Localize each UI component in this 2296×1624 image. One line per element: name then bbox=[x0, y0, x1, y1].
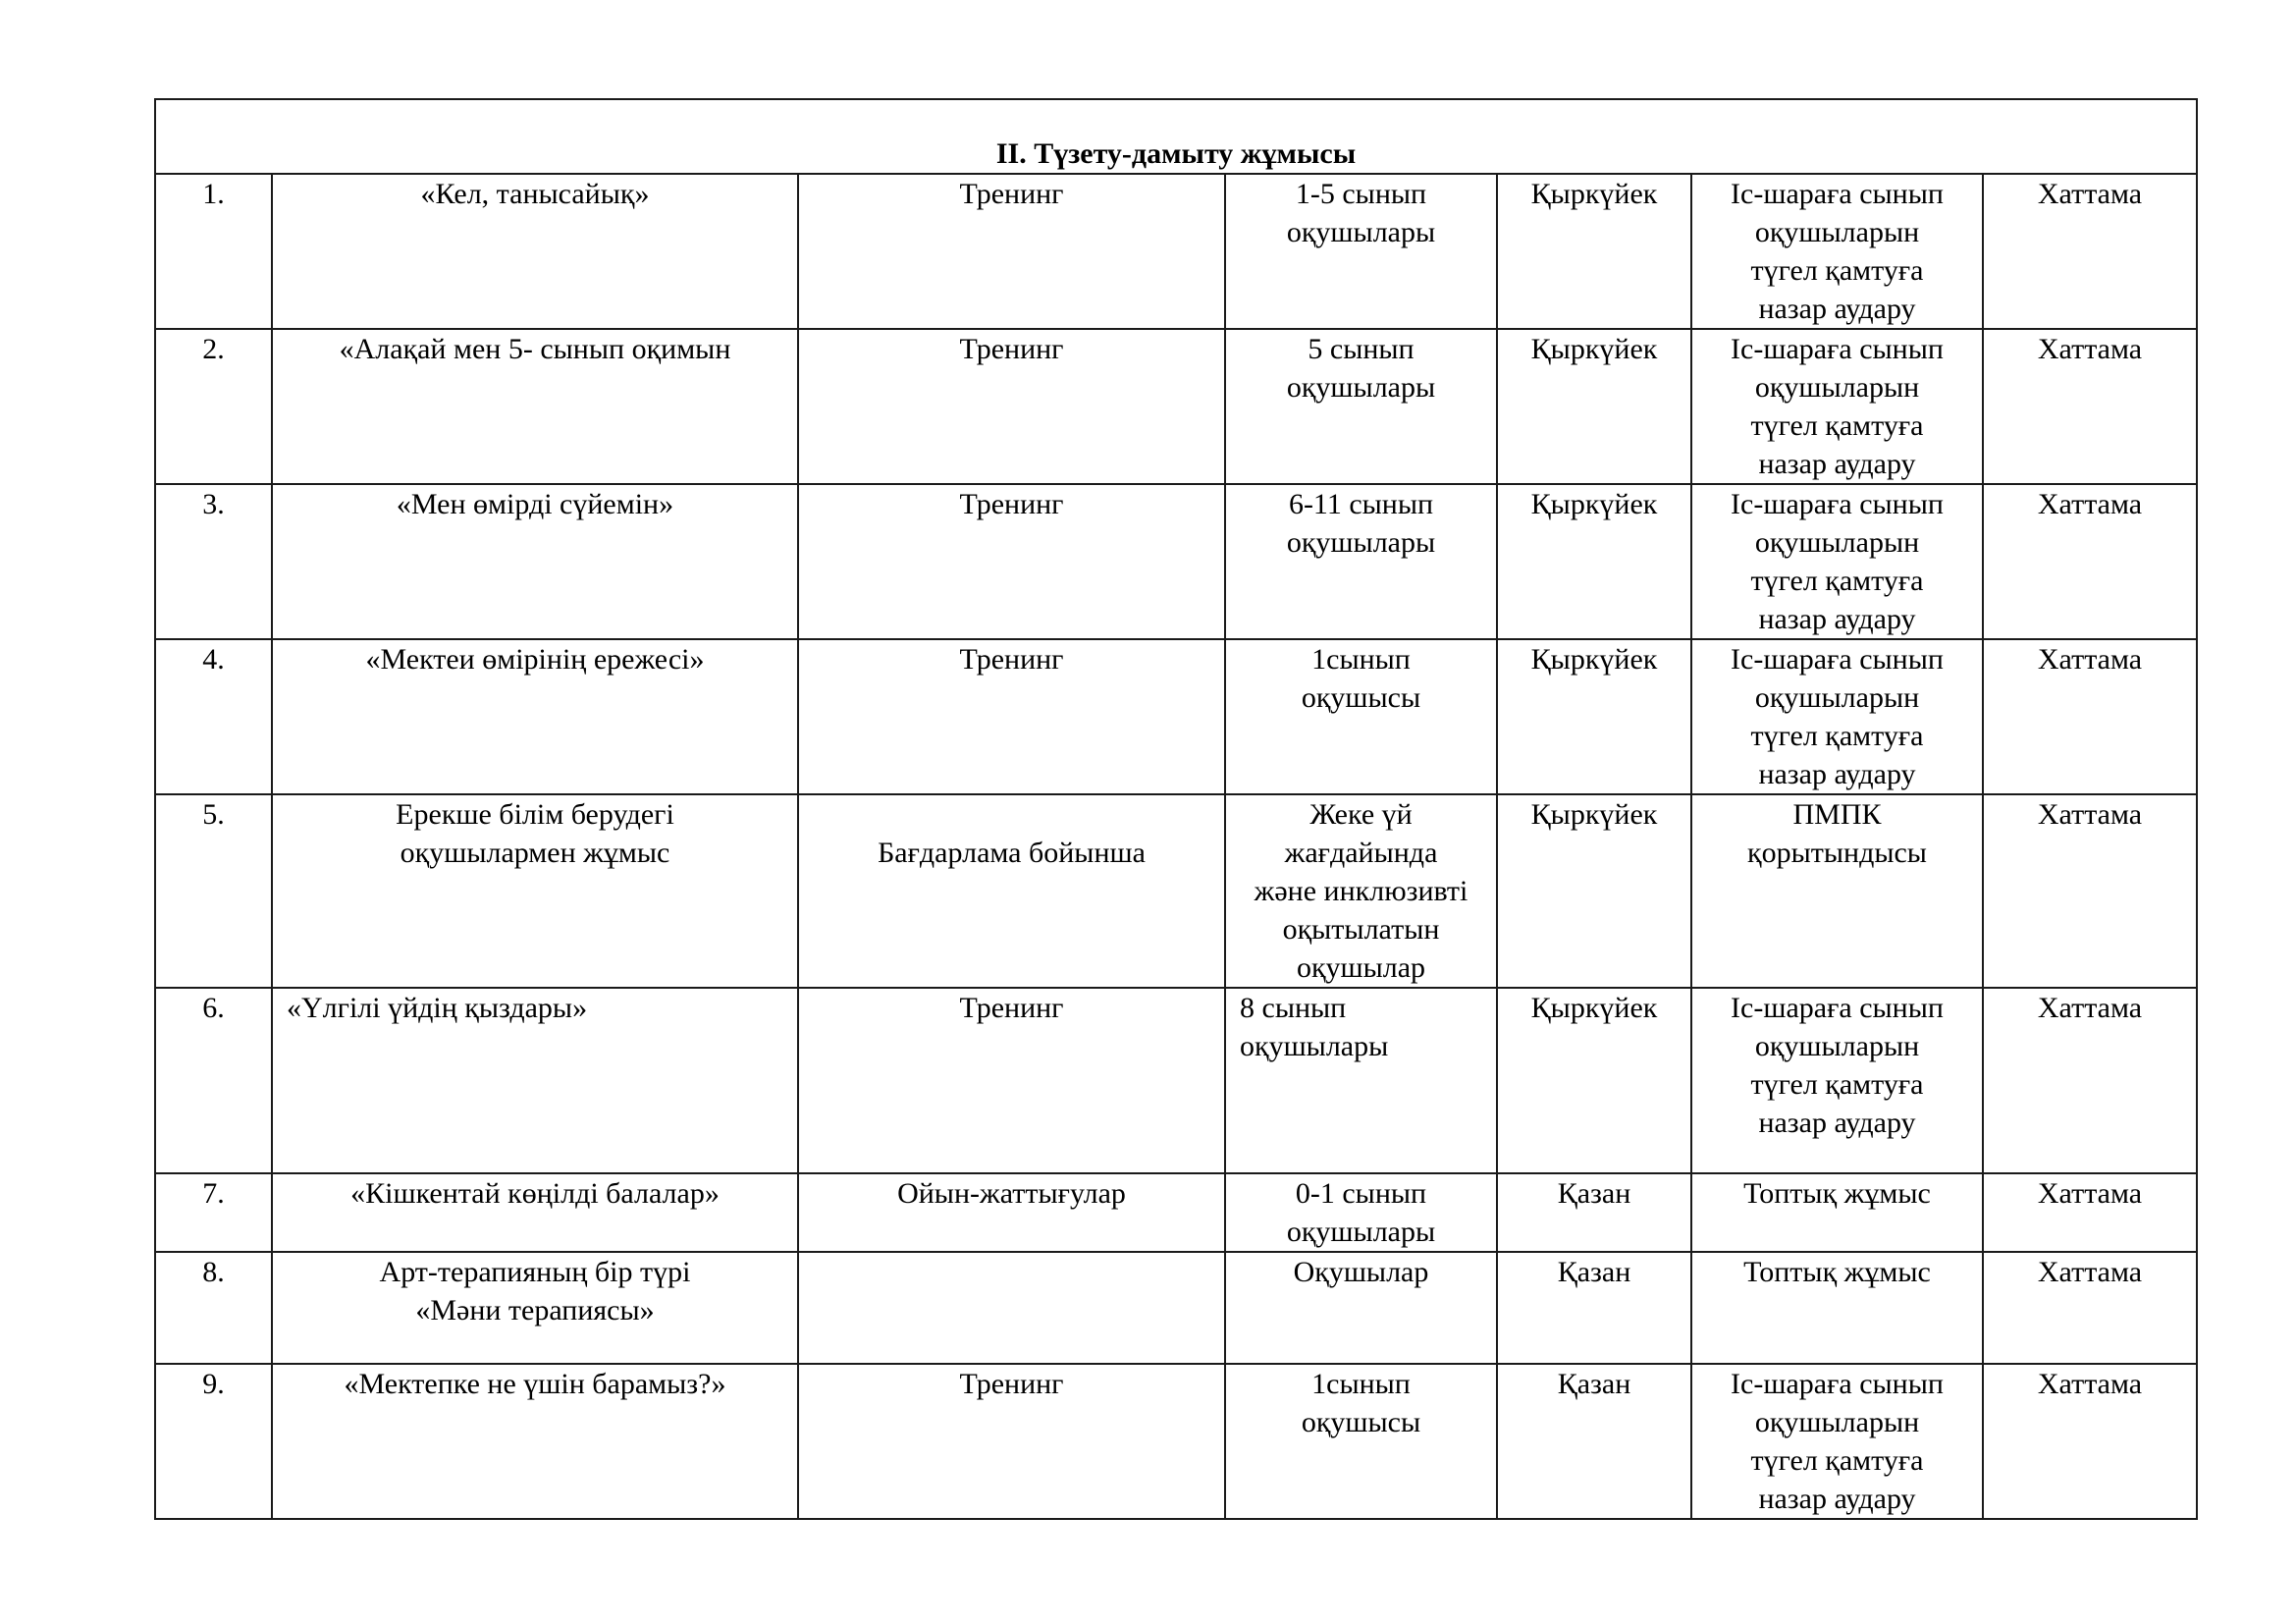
cell-text: назар аудару bbox=[1758, 603, 1916, 635]
cell-text: Топтық жұмыс bbox=[1743, 1256, 1931, 1288]
cell-text: оқушыларын bbox=[1754, 216, 1920, 248]
cell-text: Тренинг bbox=[959, 643, 1064, 676]
cell-text: Оқушылар bbox=[1293, 1256, 1429, 1288]
cell-text: Іс-шараға сынып bbox=[1731, 178, 1944, 210]
cell-result bbox=[1983, 329, 2197, 484]
row-number: 5. bbox=[202, 798, 225, 831]
cell-result bbox=[1983, 988, 2197, 1173]
cell-text: Қазан bbox=[1557, 1177, 1631, 1210]
table-row bbox=[155, 1364, 2197, 1519]
cell-text: Хаттама bbox=[2037, 488, 2143, 520]
cell-num bbox=[155, 174, 272, 329]
cell-text: Хаттама bbox=[2037, 1368, 2143, 1400]
cell-num bbox=[155, 794, 272, 988]
cell-name bbox=[272, 484, 798, 639]
cell-date bbox=[1497, 1173, 1691, 1252]
cell-text: оқушыларын bbox=[1754, 371, 1920, 404]
cell-text: ПМПК bbox=[1792, 798, 1882, 831]
cell-date bbox=[1497, 988, 1691, 1173]
cell-text: «Кел, танысайық» bbox=[420, 178, 650, 210]
cell-text: Топтық жұмыс bbox=[1743, 1177, 1931, 1210]
cell-text: «Кішкентай көңілді балалар» bbox=[350, 1177, 720, 1210]
cell-text: Іс-шараға сынып bbox=[1731, 992, 1944, 1024]
cell-form bbox=[798, 1252, 1225, 1364]
cell-text: Ойын-жаттығулар bbox=[897, 1177, 1126, 1210]
cell-name bbox=[272, 639, 798, 794]
cell-text: оқушысы bbox=[1301, 1406, 1421, 1438]
cell-audience bbox=[1225, 1173, 1497, 1252]
row-number: 3. bbox=[202, 488, 225, 520]
cell-text: Қазан bbox=[1557, 1256, 1631, 1288]
row-number: 7. bbox=[202, 1177, 225, 1210]
cell-text: оқушыларын bbox=[1754, 681, 1920, 714]
cell-name bbox=[272, 329, 798, 484]
section-title: II. Түзету-дамыту жұмысы bbox=[155, 99, 2197, 174]
cell-text: Қыркүйек bbox=[1530, 992, 1658, 1024]
cell-text: Ерекше білім берудегі bbox=[396, 798, 674, 831]
cell-form bbox=[798, 1364, 1225, 1519]
cell-text: оқушылар bbox=[1296, 951, 1426, 984]
row-number: 4. bbox=[202, 643, 225, 676]
cell-text: түгел қамтуға bbox=[1750, 409, 1924, 442]
cell-form bbox=[798, 174, 1225, 329]
cell-text: Тренинг bbox=[959, 333, 1064, 365]
cell-form bbox=[798, 988, 1225, 1173]
cell-text: 1сынып bbox=[1311, 1368, 1411, 1400]
row-number: 8. bbox=[202, 1256, 225, 1288]
cell-num bbox=[155, 1173, 272, 1252]
table-row bbox=[155, 639, 2197, 794]
cell-text: 5 сынып bbox=[1308, 333, 1415, 365]
cell-num bbox=[155, 1252, 272, 1364]
work-plan-table bbox=[154, 98, 2198, 1520]
cell-name bbox=[272, 988, 798, 1173]
cell-text: «Алақай мен 5- сынып оқимын bbox=[339, 333, 731, 365]
cell-text: Қыркүйек bbox=[1530, 488, 1658, 520]
cell-text: оқушылары bbox=[1240, 1030, 1389, 1062]
cell-date bbox=[1497, 174, 1691, 329]
cell-name bbox=[272, 794, 798, 988]
cell-name bbox=[272, 1173, 798, 1252]
cell-num bbox=[155, 639, 272, 794]
cell-text: Тренинг bbox=[959, 178, 1064, 210]
cell-text: 0-1 сынып bbox=[1295, 1177, 1427, 1210]
cell-text: түгел қамтуға bbox=[1750, 720, 1924, 752]
cell-text: оқушысы bbox=[1301, 681, 1421, 714]
cell-text: «Мектепке не үшін барамыз?» bbox=[344, 1368, 726, 1400]
cell-text: түгел қамтуға bbox=[1750, 1068, 1924, 1101]
cell-date bbox=[1497, 484, 1691, 639]
cell-form bbox=[798, 794, 1225, 988]
cell-form bbox=[798, 329, 1225, 484]
cell-text: назар аудару bbox=[1758, 293, 1916, 325]
cell-text: оқушылары bbox=[1286, 371, 1436, 404]
cell-text: оқушылары bbox=[1286, 526, 1436, 559]
cell-num bbox=[155, 1364, 272, 1519]
cell-text bbox=[805, 795, 1218, 834]
table-body bbox=[155, 99, 2197, 1519]
cell-form bbox=[798, 639, 1225, 794]
cell-text: Іс-шараға сынып bbox=[1731, 1368, 1944, 1400]
cell-text: Іс-шараға сынып bbox=[1731, 643, 1944, 676]
cell-text: Хаттама bbox=[2037, 1177, 2143, 1210]
cell-form bbox=[798, 484, 1225, 639]
cell-note bbox=[1691, 484, 1983, 639]
cell-audience bbox=[1225, 988, 1497, 1173]
cell-note bbox=[1691, 794, 1983, 988]
cell-text: Тренинг bbox=[959, 1368, 1064, 1400]
cell-note bbox=[1691, 639, 1983, 794]
table-row bbox=[155, 329, 2197, 484]
cell-name bbox=[272, 174, 798, 329]
cell-text: Хаттама bbox=[2037, 992, 2143, 1024]
cell-text: назар аудару bbox=[1758, 758, 1916, 790]
cell-text bbox=[805, 1253, 1218, 1291]
cell-text: Іс-шараға сынып bbox=[1731, 333, 1944, 365]
cell-audience bbox=[1225, 1364, 1497, 1519]
cell-audience bbox=[1225, 329, 1497, 484]
row-number: 1. bbox=[202, 178, 225, 210]
cell-text: «Мәни терапиясы» bbox=[415, 1294, 655, 1326]
cell-note bbox=[1691, 329, 1983, 484]
cell-audience bbox=[1225, 174, 1497, 329]
cell-date bbox=[1497, 1364, 1691, 1519]
cell-text: қорытындысы bbox=[1747, 837, 1927, 869]
row-number: 9. bbox=[202, 1368, 225, 1400]
cell-text: «Үлгілі үйдің қыздары» bbox=[287, 992, 588, 1024]
cell-text: «Мен өмірді сүйемін» bbox=[396, 488, 674, 520]
cell-text: 8 сынып bbox=[1240, 992, 1347, 1024]
table-row bbox=[155, 988, 2197, 1173]
cell-date bbox=[1497, 639, 1691, 794]
cell-text: оқушылары bbox=[1286, 1216, 1436, 1248]
cell-text: Жеке үй bbox=[1309, 798, 1413, 831]
cell-num bbox=[155, 484, 272, 639]
cell-text: 1-5 сынып bbox=[1295, 178, 1427, 210]
cell-text: оқытылатын bbox=[1282, 913, 1440, 946]
cell-text: Қыркүйек bbox=[1530, 798, 1658, 831]
cell-date bbox=[1497, 794, 1691, 988]
cell-note bbox=[1691, 174, 1983, 329]
cell-text: Хаттама bbox=[2037, 643, 2143, 676]
table-row bbox=[155, 1173, 2197, 1252]
cell-text: назар аудару bbox=[1758, 448, 1916, 480]
row-number: 2. bbox=[202, 333, 225, 365]
cell-text: назар аудару bbox=[1758, 1483, 1916, 1515]
cell-name bbox=[272, 1364, 798, 1519]
cell-text: Бағдарлама бойынша bbox=[878, 837, 1146, 869]
cell-result bbox=[1983, 174, 2197, 329]
table-row bbox=[155, 794, 2197, 988]
section-title-row bbox=[155, 99, 2197, 174]
cell-text: Хаттама bbox=[2037, 178, 2143, 210]
cell-text: Хаттама bbox=[2037, 1256, 2143, 1288]
cell-text: 6-11 сынып bbox=[1288, 488, 1434, 520]
cell-audience bbox=[1225, 1252, 1497, 1364]
cell-text: және инклюзивті bbox=[1254, 875, 1468, 907]
cell-name bbox=[272, 1252, 798, 1364]
cell-text: Қазан bbox=[1557, 1368, 1631, 1400]
cell-text: оқушыларын bbox=[1754, 1030, 1920, 1062]
cell-text: оқушылармен жұмыс bbox=[400, 837, 670, 869]
table-row bbox=[155, 1252, 2197, 1364]
cell-text: оқушыларын bbox=[1754, 526, 1920, 559]
cell-audience bbox=[1225, 484, 1497, 639]
cell-date bbox=[1497, 329, 1691, 484]
cell-note bbox=[1691, 1364, 1983, 1519]
cell-note bbox=[1691, 988, 1983, 1173]
cell-text: Қыркүйек bbox=[1530, 643, 1658, 676]
cell-text: Хаттама bbox=[2037, 798, 2143, 831]
cell-text: Қыркүйек bbox=[1530, 178, 1658, 210]
cell-text: Тренинг bbox=[959, 992, 1064, 1024]
cell-text: «Мектеи өмірінің ережесі» bbox=[365, 643, 705, 676]
cell-text: түгел қамтуға bbox=[1750, 254, 1924, 287]
cell-text: Іс-шараға сынып bbox=[1731, 488, 1944, 520]
cell-text: Хаттама bbox=[2037, 333, 2143, 365]
cell-num bbox=[155, 988, 272, 1173]
cell-text: назар аудару bbox=[1758, 1107, 1916, 1139]
cell-text: жағдайында bbox=[1284, 837, 1438, 869]
cell-date bbox=[1497, 1252, 1691, 1364]
cell-result bbox=[1983, 794, 2197, 988]
cell-text: Арт-терапияның бір түрі bbox=[379, 1256, 691, 1288]
cell-result bbox=[1983, 1173, 2197, 1252]
cell-text: түгел қамтуға bbox=[1750, 1444, 1924, 1477]
cell-result bbox=[1983, 1252, 2197, 1364]
cell-note bbox=[1691, 1173, 1983, 1252]
cell-form bbox=[798, 1173, 1225, 1252]
cell-audience bbox=[1225, 639, 1497, 794]
table-row bbox=[155, 484, 2197, 639]
cell-text: оқушылары bbox=[1286, 216, 1436, 248]
cell-text: Тренинг bbox=[959, 488, 1064, 520]
cell-text: түгел қамтуға bbox=[1750, 565, 1924, 597]
table-row bbox=[155, 174, 2197, 329]
cell-audience bbox=[1225, 794, 1497, 988]
cell-text: Қыркүйек bbox=[1530, 333, 1658, 365]
cell-result bbox=[1983, 484, 2197, 639]
cell-result bbox=[1983, 1364, 2197, 1519]
cell-text: 1сынып bbox=[1311, 643, 1411, 676]
cell-result bbox=[1983, 639, 2197, 794]
cell-note bbox=[1691, 1252, 1983, 1364]
cell-text: оқушыларын bbox=[1754, 1406, 1920, 1438]
cell-num bbox=[155, 329, 272, 484]
row-number: 6. bbox=[202, 992, 225, 1024]
